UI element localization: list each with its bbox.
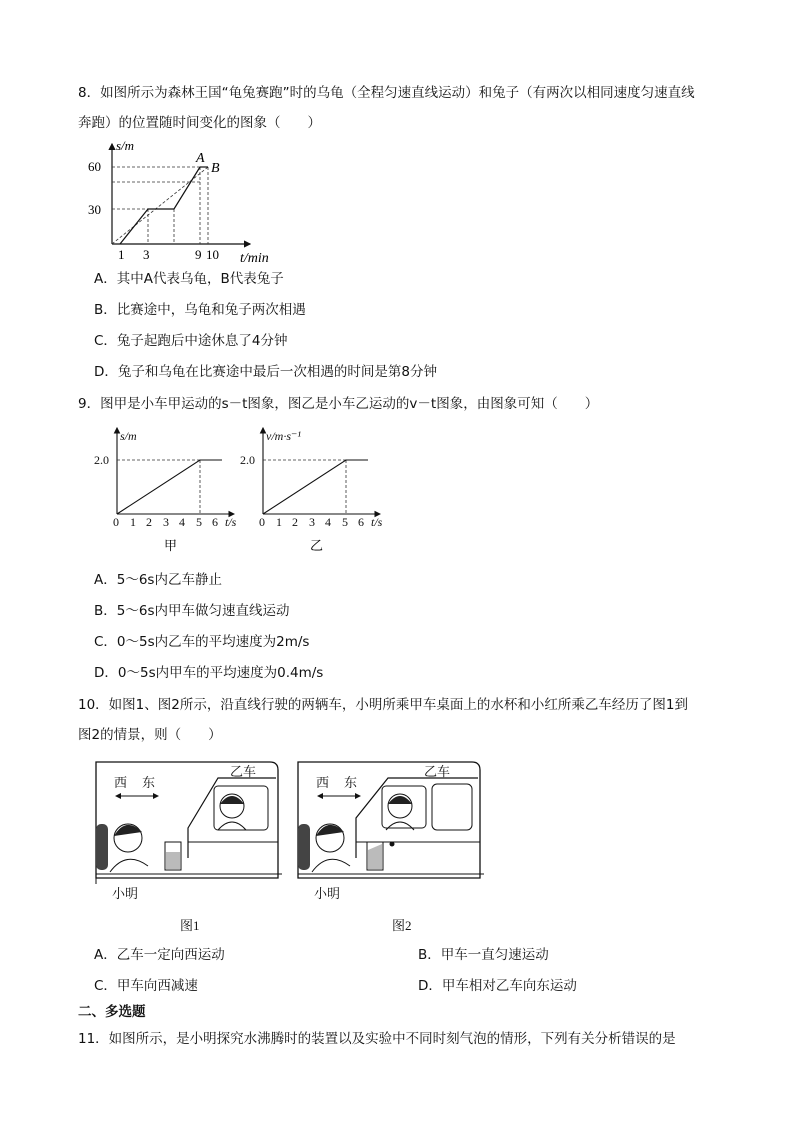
q10-figure-2 [294, 758, 494, 936]
q9-yi-ytick: 2.0 [240, 453, 255, 467]
q9-option-d[interactable]: D．0～5s内甲车的平均速度为0.4m/s [94, 665, 324, 681]
q9-yi-ylabel: v/m·s⁻¹ [266, 429, 301, 443]
q9-stem-line1: 9．图甲是小车甲运动的s－t图象，图乙是小车乙运动的v－t图象，由图象可知（ ） [78, 396, 599, 412]
svg-text:2: 2 [292, 515, 298, 529]
svg-text:2: 2 [146, 515, 152, 529]
q8-option-b[interactable]: B．比赛途中，乌龟和兔子两次相遇 [94, 302, 306, 318]
svg-text:6: 6 [212, 515, 218, 529]
q9-option-b[interactable]: B．5～6s内甲车做匀速直线运动 [94, 603, 290, 619]
svg-text:乙车: 乙车 [230, 764, 257, 779]
q8-option-d[interactable]: D．兔子和乌龟在比赛途中最后一次相遇的时间是第8分钟 [94, 364, 437, 380]
q9-jia-ytick: 2.0 [94, 453, 109, 467]
svg-text:1: 1 [276, 515, 282, 529]
svg-text:0: 0 [259, 515, 265, 529]
q9-yi-caption: 乙 [310, 538, 324, 553]
svg-text:0: 0 [113, 515, 119, 529]
svg-text:3: 3 [309, 515, 315, 529]
q9-option-c[interactable]: C．0～5s内乙车的平均速度为2m/s [94, 634, 310, 650]
q8-ytick-30: 30 [88, 202, 101, 217]
svg-text:小明: 小明 [314, 886, 341, 901]
q8-position-time-chart [88, 138, 280, 266]
q8-ytick-60: 60 [88, 159, 101, 174]
svg-text:东: 东 [142, 775, 156, 790]
q10-fig1-caption: 图1 [180, 918, 200, 933]
svg-text:西: 西 [316, 775, 330, 790]
svg-text:1: 1 [130, 515, 136, 529]
q10-option-c[interactable]: C．甲车向西减速 [94, 978, 198, 994]
q10-option-b[interactable]: B．甲车一直匀速运动 [418, 947, 549, 963]
section-title-multiple-choice: 二、多选题 [78, 1004, 146, 1020]
q11-stem-line1: 11．如图所示，是小明探究水沸腾时的装置以及实验中不同时刻气泡的情形，下列有关分析错误的是 [78, 1031, 676, 1047]
q8-stem-line1: 8．如图所示为森林王国“龟兔赛跑”时的乌龟（全程匀速直线运动）和兔子（有两次以相同速度匀速直线 [78, 85, 695, 101]
q10-figure-1 [92, 758, 292, 936]
svg-text:东: 东 [344, 775, 358, 790]
svg-text:西: 西 [114, 775, 128, 790]
q10-stem-line2: 图2的情景，则（ ） [78, 727, 222, 743]
q9-yi-line [263, 460, 368, 514]
q8-ylabel: s/m [116, 138, 135, 153]
q10-option-a[interactable]: A．乙车一定向西运动 [94, 947, 225, 963]
svg-text:6: 6 [358, 515, 364, 529]
q10-option-d[interactable]: D．甲车相对乙车向东运动 [418, 978, 577, 994]
q10-stem-line1: 10．如图1、图2所示，沿直线行驶的两辆车，小明所乘甲车桌面上的水杯和小红所乘乙车经历了图1到 [78, 697, 688, 713]
svg-text:4: 4 [325, 515, 331, 529]
q8-option-c[interactable]: C．兔子起跑后中途休息了4分钟 [94, 333, 288, 349]
q8-xtick-1: 1 [118, 247, 125, 262]
q8-xtick-10: 10 [206, 247, 219, 262]
q8-xtick-9: 9 [195, 247, 202, 262]
q8-tortoise-line [112, 167, 208, 244]
svg-text:乙车: 乙车 [424, 764, 451, 779]
q8-label-A: A [196, 151, 205, 166]
svg-text:t/s: t/s [371, 515, 383, 529]
q8-option-a[interactable]: A．其中A代表乌龟，B代表兔子 [94, 271, 284, 287]
q9-jia-line [117, 460, 222, 514]
q8-xtick-3: 3 [143, 247, 150, 262]
q9-jia-ylabel: s/m [120, 429, 137, 443]
q8-label-B: B [211, 161, 220, 176]
q9-chart-yi [238, 424, 386, 554]
q9-option-a[interactable]: A．5～6s内乙车静止 [94, 572, 222, 588]
svg-text:5: 5 [342, 515, 348, 529]
svg-text:3: 3 [163, 515, 169, 529]
q8-xlabel: t/min [240, 251, 269, 266]
svg-text:4: 4 [179, 515, 185, 529]
svg-text:小明: 小明 [112, 886, 139, 901]
q8-stem-line2: 奔跑）的位置随时间变化的图象（ ） [78, 115, 321, 131]
svg-text:t/s: t/s [225, 515, 237, 529]
q10-fig2-caption: 图2 [392, 918, 412, 933]
q9-jia-caption: 甲 [164, 538, 178, 553]
q9-chart-jia [92, 424, 240, 554]
svg-text:5: 5 [196, 515, 202, 529]
